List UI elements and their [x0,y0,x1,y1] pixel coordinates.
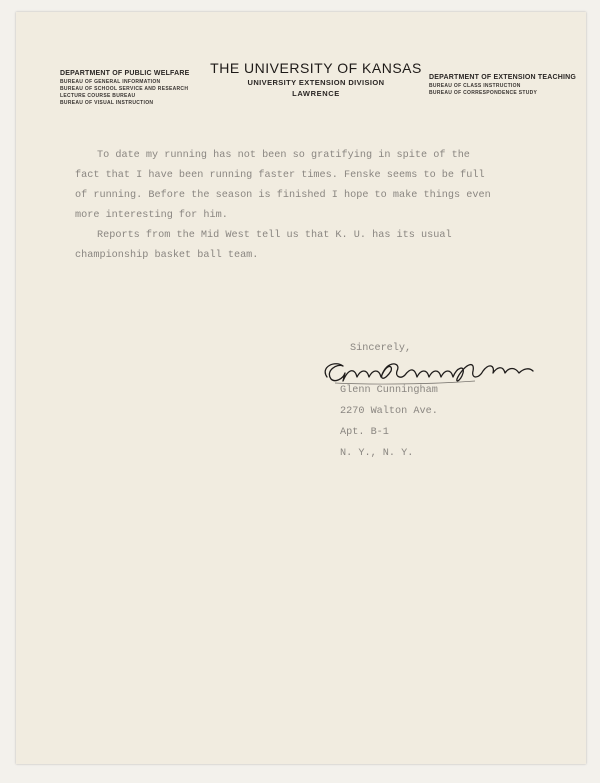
salutation: Sincerely, [350,343,412,354]
left-bureau-line: BUREAU OF GENERAL INFORMATION [60,79,161,85]
handwritten-signature [315,357,540,387]
letterhead-left [60,70,190,105]
body-line: championship basket ball team. [75,250,259,261]
right-department-heading: DEPARTMENT OF EXTENSION TEACHING [429,74,577,81]
typed-name: Glenn Cunningham [340,385,438,396]
letter-body [75,146,535,266]
address-line: 2270 Walton Ave. [340,406,438,417]
address-line: N. Y., N. Y. [340,448,414,459]
letter-sheet [16,12,586,764]
city-name: LAWRENCE [292,89,340,98]
body-line: To date my running has not been so gratifying in spite of the [97,150,470,161]
left-bureau-line: BUREAU OF VISUAL INSTRUCTION [60,100,154,106]
division-name: UNIVERSITY EXTENSION DIVISION [247,78,385,87]
body-line: Reports from the Mid West tell us that K. U. has its usual [97,230,452,241]
left-department-heading: DEPARTMENT OF PUBLIC WELFARE [60,70,190,77]
right-bureau-line: BUREAU OF CORRESPONDENCE STUDY [429,90,538,96]
address-line: Apt. B-1 [340,427,389,438]
body-line: fact that I have been running faster times. Fenske seems to be full [75,170,485,181]
left-bureau-line: LECTURE COURSE BUREAU [60,93,136,99]
right-bureau-line: BUREAU OF CLASS INSTRUCTION [429,83,521,89]
body-line: more interesting for him. [75,210,228,221]
letterhead-right [429,74,576,95]
left-bureau-line: BUREAU OF SCHOOL SERVICE AND RESEARCH [60,86,189,92]
university-title: THE UNIVERSITY OF KANSAS [210,60,422,76]
letterhead-center [206,60,426,98]
body-line: of running. Before the season is finished I hope to make things even [75,190,491,201]
